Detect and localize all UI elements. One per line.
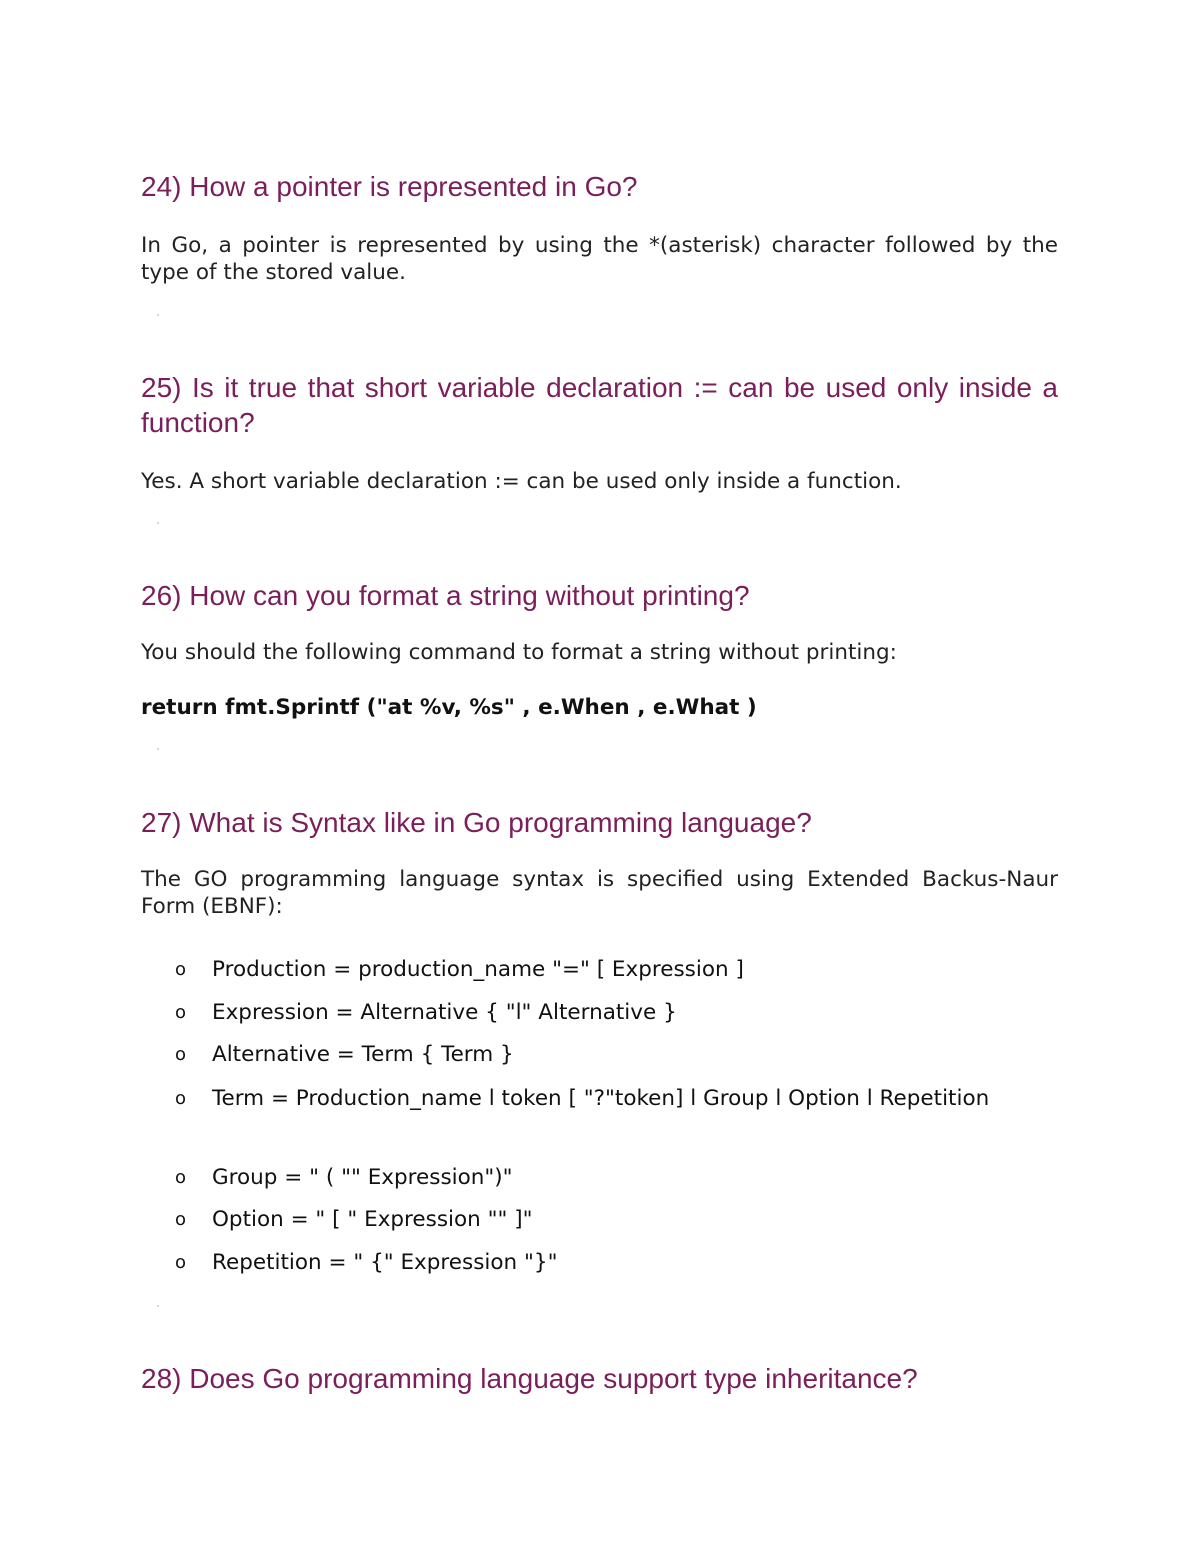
ebnf-rule-production: Production = production_name "=" [ Expression ] bbox=[212, 957, 744, 982]
question-heading-25: 25) Is it true that short variable declaration := can be used only inside a function? bbox=[141, 372, 1058, 438]
circle-bullet-icon: o bbox=[175, 1088, 187, 1109]
ebnf-rule-alternative: Alternative = Term { Term } bbox=[212, 1042, 514, 1067]
answer-text-26: You should the following command to format a string without printing: bbox=[141, 640, 897, 665]
circle-bullet-icon: o bbox=[175, 1209, 187, 1230]
ebnf-rule-expression: Expression = Alternative { "l" Alternative } bbox=[212, 1000, 677, 1025]
question-heading-28: 28) Does Go programming language support type inheritance? bbox=[141, 1363, 918, 1394]
answer-text-25: Yes. A short variable declaration := can be used only inside a function. bbox=[141, 469, 902, 494]
paragraph-marker bbox=[157, 522, 159, 524]
paragraph-marker bbox=[157, 748, 159, 750]
question-heading-27: 27) What is Syntax like in Go programming language? bbox=[141, 807, 812, 838]
ebnf-rule-term: Term = Production_name l token [ "?"token] l Group l Option l Repetition bbox=[212, 1086, 990, 1111]
circle-bullet-icon: o bbox=[175, 1002, 187, 1023]
circle-bullet-icon: o bbox=[175, 1167, 187, 1188]
answer-text-24: In Go, a pointer is represented by using the *(asterisk) character followed by the type of the stored value. bbox=[141, 233, 1058, 285]
question-heading-24: 24) How a pointer is represented in Go? bbox=[141, 171, 638, 202]
ebnf-rule-group: Group = " ( "" Expression")" bbox=[212, 1165, 513, 1190]
ebnf-rule-repetition: Repetition = " {" Expression "}" bbox=[212, 1250, 558, 1275]
question-heading-26: 26) How can you format a string without printing? bbox=[141, 580, 750, 611]
paragraph-marker bbox=[157, 314, 159, 316]
code-snippet: return fmt.Sprintf ("at %v, %s" , e.When , e.What ) bbox=[141, 695, 757, 720]
circle-bullet-icon: o bbox=[175, 1252, 187, 1273]
paragraph-marker bbox=[157, 1305, 159, 1307]
circle-bullet-icon: o bbox=[175, 959, 187, 980]
circle-bullet-icon: o bbox=[175, 1044, 187, 1065]
ebnf-rule-option: Option = " [ " Expression "" ]" bbox=[212, 1207, 533, 1232]
answer-text-27: The GO programming language syntax is specified using Extended Backus-Naur Form (EBNF): bbox=[141, 867, 1058, 919]
